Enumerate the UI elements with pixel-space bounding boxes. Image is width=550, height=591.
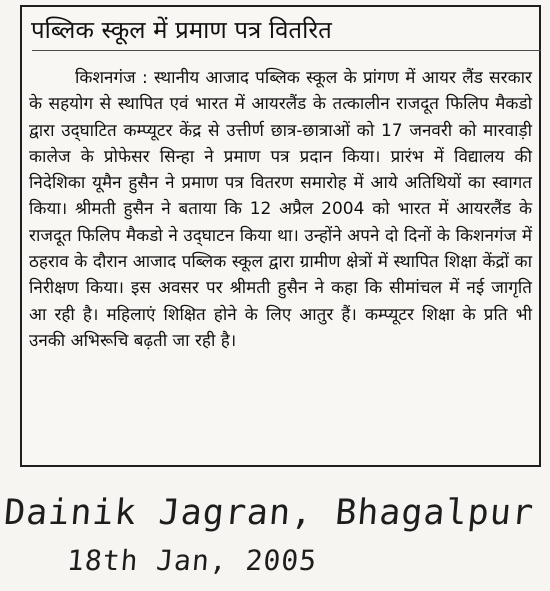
article-dateline: किशनगंज : [75, 68, 148, 88]
handwritten-source: Dainik Jagran, Bhagalpur [2, 493, 536, 533]
newspaper-clipping [20, 5, 541, 467]
handwritten-date: 18th Jan, 2005 [65, 544, 319, 577]
article-text: स्थानीय आजाद पब्लिक स्कूल के प्रांगण में आयर लैंड सरकार के सहयोग से स्थापित एवं भारत में आयरलैंड के तत्कालीन राजदूत फिलिप मैकडो द्वारा उद्‌घाटित कम्प्यूटर केंद्र से उत्तीर्ण छात्र-छात्राओं को 17 जनवरी को मारवाड़ी कालेज के प्रोफेसर सिन्हा ने प्रमाण पत्र प्रदान किया। प्रारंभ में विद्यालय की निदेशिका यूमैन हुसैन ने प्रमाण पत्र वितरण समारोह में आये अतिथियों का स्वागत किया। श्रीमती हुसैन ने बताया कि 12 अप्रैल 2004 को भारत में आयरलैंड के राजदूत फिलिप मैकडो ने उद्‌घाटन किया था। उन्होंने अपने दो दिनों के किशनगंज में ठहराव के दौरान आजाद पब्लिक स्कूल द्वारा ग्रामीण क्षेत्रों में स्थापित शिक्षा केंद्रों का निरीक्षण किया। इस अवसर पर श्रीमती हुसैन ने कहा कि सीमांचल में नई जागृति आ रही है। महिलाएं शिक्षित होने के लिए आतुर हैं। कम्प्यूटर शिक्षा के प्रति भी उनकी अभिरूचि बढ़ती जा रही है। [29, 68, 532, 351]
headline-divider [32, 50, 541, 51]
article-headline: पब्लिक स्कूल में प्रमाण पत्र वितरित [31, 16, 332, 44]
article-body [29, 65, 532, 455]
handwritten-note [0, 486, 550, 591]
